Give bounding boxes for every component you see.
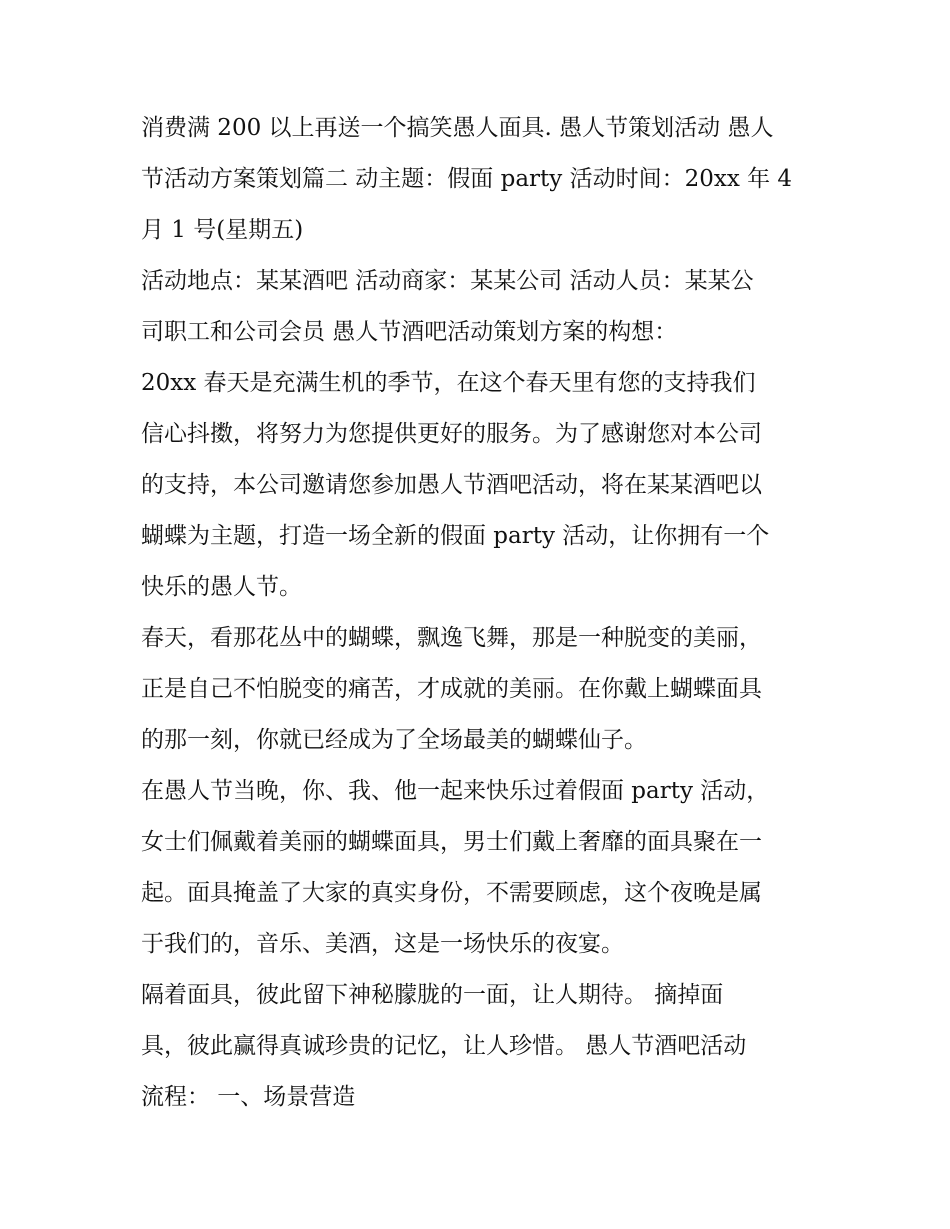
text-line: 具，彼此赢得真诚珍贵的记忆，让人珍惜。 愚人节酒吧活动 xyxy=(141,1033,747,1059)
text-line: 春天，看那花丛中的蝴蝶，飘逸飞舞，那是一种脱变的美丽， xyxy=(141,625,762,651)
text-line: 快乐的愚人节。 xyxy=(141,574,302,600)
text-line: 流程： 一、场景营造 xyxy=(141,1084,356,1110)
text-line: 于我们的，音乐、美酒，这是一场快乐的夜宴。 xyxy=(141,931,624,957)
text-line: 起。面具掩盖了大家的真实身份，不需要顾虑，这个夜晚是属 xyxy=(141,880,762,906)
text-line: 隔着面具，彼此留下神秘朦胧的一面，让人期待。 摘掉面 xyxy=(141,982,724,1008)
text-line: 20xx 春天是充满生机的季节，在这个春天里有您的支持我们 xyxy=(141,370,756,396)
document-body xyxy=(141,103,821,1123)
text-line: 活动地点：某某酒吧 活动商家：某某公司 活动人员：某某公 xyxy=(141,268,754,294)
text-line: 信心抖擞，将努力为您提供更好的服务。为了感谢您对本公司 xyxy=(141,421,762,447)
text-line: 蝴蝶为主题，打造一场全新的假面 party 活动，让你拥有一个 xyxy=(141,523,770,549)
text-line: 节活动方案策划篇二 动主题：假面 party 活动时间：20xx 年 4 xyxy=(141,166,793,192)
text-line: 女士们佩戴着美丽的蝴蝶面具，男士们戴上奢靡的面具聚在一 xyxy=(141,829,762,855)
text-line: 消费满 200 以上再送一个搞笑愚人面具. 愚人节策划活动 愚人 xyxy=(141,115,774,141)
text-line: 月 1 号(星期五) xyxy=(141,217,304,243)
text-line: 在愚人节当晚，你、我、他一起来快乐过着假面 party 活动， xyxy=(141,778,770,804)
text-line: 的支持，本公司邀请您参加愚人节酒吧活动，将在某某酒吧以 xyxy=(141,472,762,498)
text-line: 正是自己不怕脱变的痛苦，才成就的美丽。在你戴上蝴蝶面具 xyxy=(141,676,762,702)
text-line: 的那一刻，你就已经成为了全场最美的蝴蝶仙子。 xyxy=(141,727,647,753)
text-line: 司职工和公司会员 愚人节酒吧活动策划方案的构想： xyxy=(141,319,678,345)
